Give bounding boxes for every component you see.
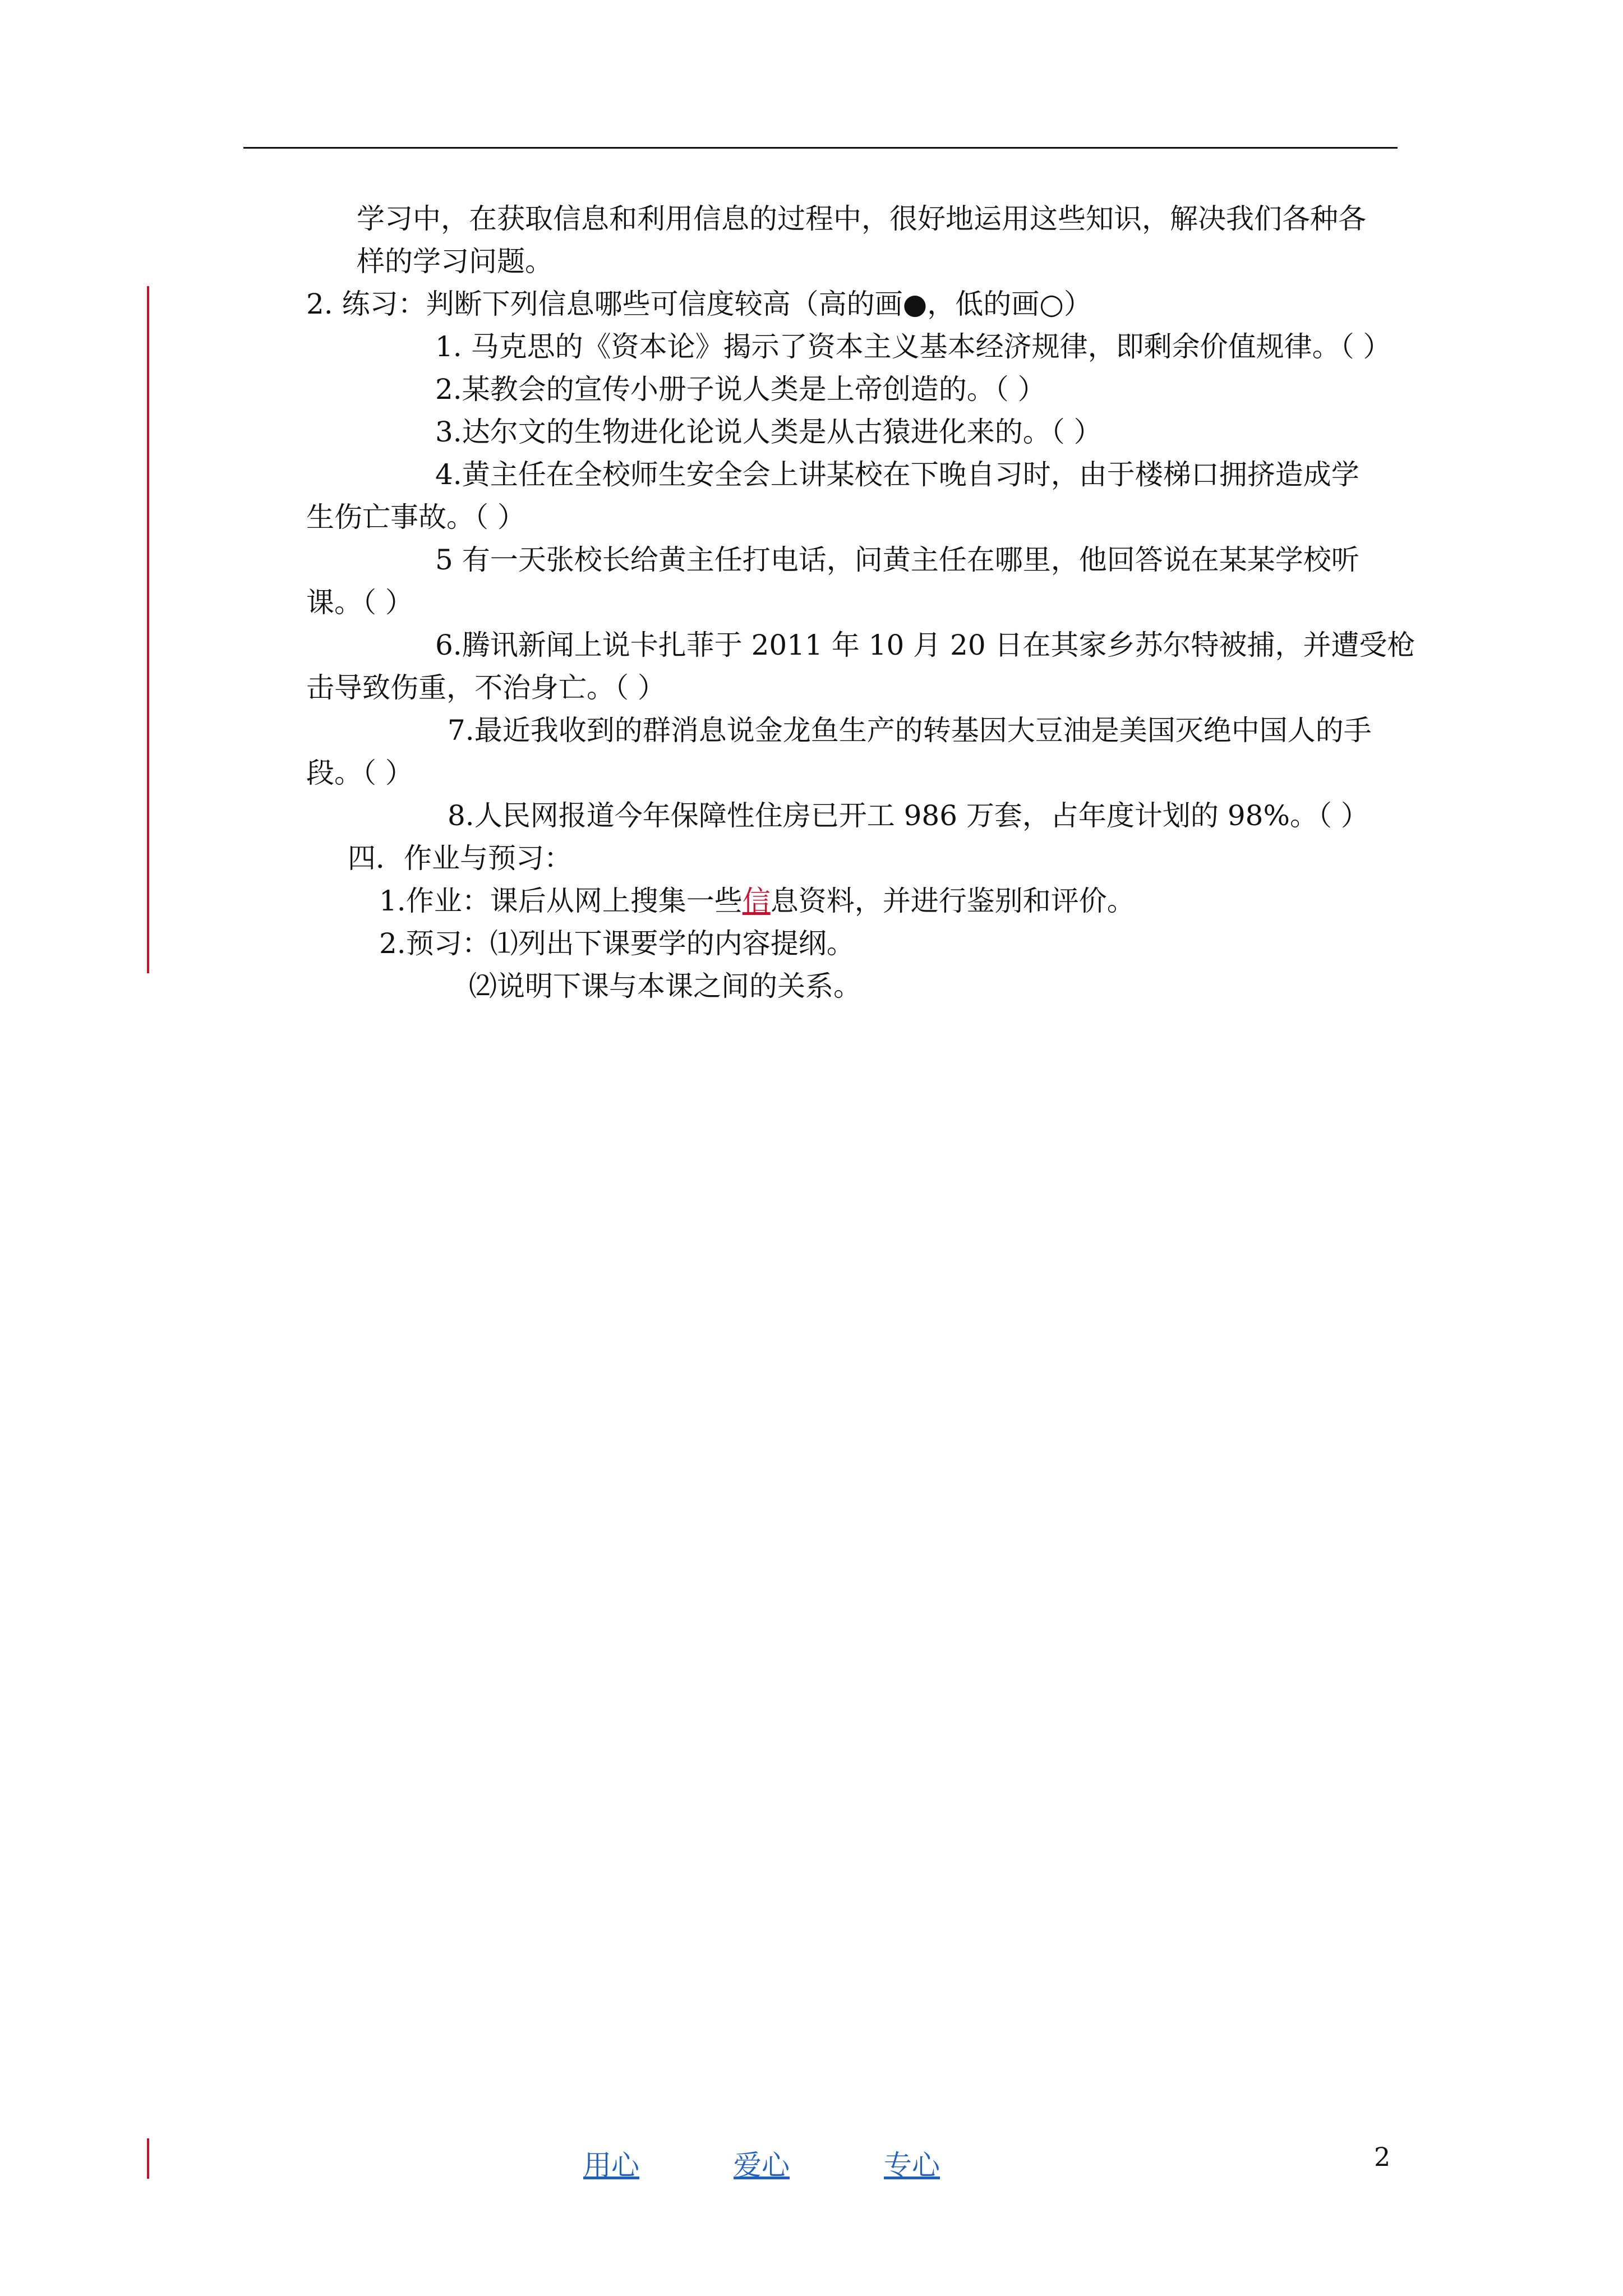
- footer-link-aixin[interactable]: 爱心: [734, 2149, 790, 2182]
- footer-link-zhuanxin[interactable]: 专心: [884, 2149, 940, 2182]
- exercise-item: 6.腾讯新闻上说卡扎菲于 2011 年 10 月 20 日在其家乡苏尔特被捕，并遭受枪: [435, 629, 1415, 661]
- exercise-item: 4.黄主任在全校师生安全会上讲某校在下晚自习时，由于楼梯口拥挤造成学: [435, 458, 1359, 491]
- homework-item: [379, 884, 1135, 918]
- footer-links: [583, 2143, 940, 2183]
- exercise-item: 3.达尔文的生物进化论说人类是从古猿进化来的。（ ）: [435, 416, 1102, 448]
- exercise-item: 5 有一天张校长给黄主任打电话，问黄主任在哪里，他回答说在某某学校听: [435, 544, 1359, 576]
- exercise-item-cont: 课。（ ）: [306, 586, 413, 619]
- revision-bar-footer: [147, 2138, 149, 2179]
- exercise-item: 7.最近我收到的群消息说金龙鱼生产的转基因大豆油是美国灭绝中国人的手: [448, 714, 1372, 747]
- footer-link-yongxin[interactable]: 用心: [583, 2149, 639, 2182]
- preview-item: ⑵说明下课与本课之间的关系。: [469, 970, 861, 1002]
- homework-text: 息资料，并进行鉴别和评价。: [770, 885, 1135, 917]
- section-heading: 四．作业与预习：: [348, 842, 572, 875]
- exercise-heading: 2. 练习：判断下列信息哪些可信度较高（高的画●，低的画○）: [306, 288, 1092, 320]
- exercise-item-cont: 段。（ ）: [306, 757, 413, 789]
- preview-item: 2.预习：⑴列出下课要学的内容提纲。: [379, 927, 855, 960]
- header-rule: [243, 147, 1398, 149]
- exercise-item-cont: 生伤亡事故。（ ）: [306, 501, 525, 533]
- page-number: 2: [1374, 2142, 1391, 2172]
- body-line: 样的学习问题。: [357, 245, 553, 278]
- exercise-item: 8.人民网报道今年保障性住房已开工 986 万套，占年度计划的 98%。（ ）: [448, 799, 1369, 832]
- tracked-insertion: 信: [742, 885, 771, 917]
- revision-bar: [147, 286, 149, 973]
- exercise-item: 2.某教会的宣传小册子说人类是上帝创造的。（ ）: [435, 373, 1046, 406]
- exercise-item: 1. 马克思的《资本论》揭示了资本主义基本经济规律，即剩余价值规律。（ ）: [435, 330, 1391, 363]
- exercise-item-cont: 击导致伤重，不治身亡。（ ）: [306, 671, 666, 704]
- homework-text: 1.作业：课后从网上搜集一些: [379, 885, 743, 917]
- body-line: 学习中，在获取信息和利用信息的过程中，很好地运用这些知识，解决我们各种各: [357, 203, 1366, 235]
